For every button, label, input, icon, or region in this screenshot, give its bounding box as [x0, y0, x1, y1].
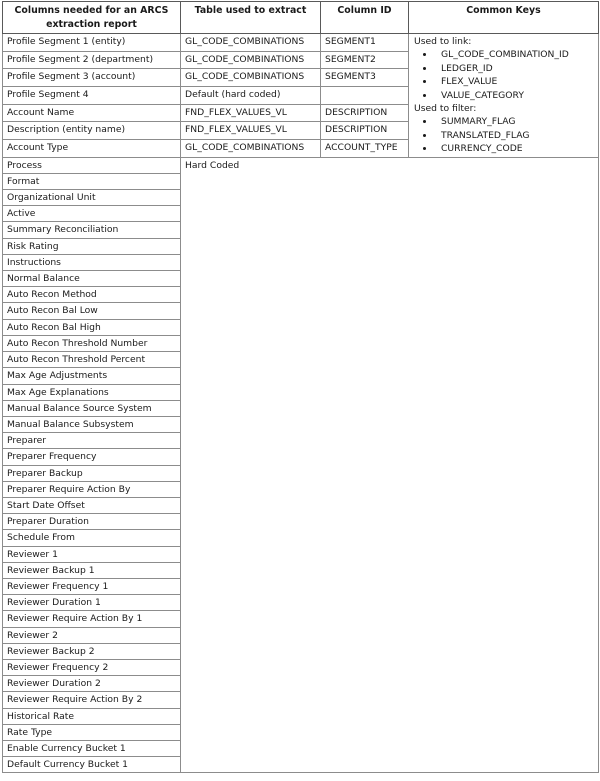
cell-column-name: Preparer Require Action By	[3, 481, 181, 497]
column-header-common-keys: Common Keys	[409, 2, 599, 34]
cell-column-id: SEGMENT3	[321, 69, 409, 87]
table-row	[3, 157, 599, 173]
table-header-row	[3, 2, 599, 34]
table-body	[3, 34, 599, 773]
column-header-table-used: Table used to extract	[181, 2, 321, 34]
cell-column-name: Start Date Offset	[3, 497, 181, 513]
cell-source-table: GL_CODE_COMBINATIONS	[181, 51, 321, 69]
cell-column-name: Auto Recon Bal High	[3, 319, 181, 335]
cell-column-name: Auto Recon Threshold Percent	[3, 352, 181, 368]
cell-column-name: Reviewer Frequency 2	[3, 659, 181, 675]
cell-column-name: Reviewer Require Action By 1	[3, 611, 181, 627]
cell-column-name: Default Currency Bucket 1	[3, 757, 181, 773]
link-key-item: • GL_CODE_COMBINATION_ID	[435, 48, 594, 61]
cell-source-table: Default (hard coded)	[181, 86, 321, 104]
cell-column-name: Historical Rate	[3, 708, 181, 724]
used-to-link-list	[413, 48, 594, 102]
cell-column-name: Schedule From	[3, 530, 181, 546]
common-keys-cell	[409, 34, 599, 158]
cell-source-table: GL_CODE_COMBINATIONS	[181, 34, 321, 52]
cell-column-id: DESCRIPTION	[321, 104, 409, 122]
cell-column-name: Reviewer Duration 2	[3, 676, 181, 692]
cell-column-name: Organizational Unit	[3, 190, 181, 206]
cell-column-name: Reviewer 2	[3, 627, 181, 643]
link-key-item: • FLEX_VALUE	[435, 75, 594, 88]
cell-column-name: Profile Segment 3 (account)	[3, 69, 181, 87]
column-header-column-id: Column ID	[321, 2, 409, 34]
cell-column-name: Process	[3, 157, 181, 173]
used-to-filter-list	[413, 115, 594, 155]
cell-column-name: Format	[3, 173, 181, 189]
cell-column-name: Reviewer Backup 1	[3, 562, 181, 578]
cell-column-id: SEGMENT2	[321, 51, 409, 69]
cell-column-name: Reviewer 1	[3, 546, 181, 562]
cell-column-name: Reviewer Frequency 1	[3, 578, 181, 594]
cell-column-name: Manual Balance Source System	[3, 400, 181, 416]
cell-column-name: Active	[3, 206, 181, 222]
cell-column-name: Auto Recon Threshold Number	[3, 335, 181, 351]
cell-column-id: DESCRIPTION	[321, 122, 409, 140]
filter-key-item: • SUMMARY_FLAG	[435, 115, 594, 128]
cell-column-id	[321, 86, 409, 104]
cell-source-table: GL_CODE_COMBINATIONS	[181, 139, 321, 157]
table-header	[3, 2, 599, 34]
table-row	[3, 34, 599, 52]
cell-column-name: Auto Recon Bal Low	[3, 303, 181, 319]
column-header-columns-needed: Columns needed for an ARCS extraction report	[3, 2, 181, 34]
cell-column-name: Normal Balance	[3, 271, 181, 287]
cell-column-name: Preparer	[3, 433, 181, 449]
cell-column-name: Reviewer Backup 2	[3, 643, 181, 659]
cell-column-name: Max Age Adjustments	[3, 368, 181, 384]
cell-column-name: Manual Balance Subsystem	[3, 416, 181, 432]
cell-column-name: Max Age Explanations	[3, 384, 181, 400]
cell-column-name: Preparer Frequency	[3, 449, 181, 465]
cell-column-name: Preparer Duration	[3, 514, 181, 530]
cell-column-id: ACCOUNT_TYPE	[321, 139, 409, 157]
cell-source-table: FND_FLEX_VALUES_VL	[181, 104, 321, 122]
filter-key-item: • TRANSLATED_FLAG	[435, 129, 594, 142]
cell-column-name: Enable Currency Bucket 1	[3, 740, 181, 756]
cell-column-name: Reviewer Require Action By 2	[3, 692, 181, 708]
cell-column-name: Instructions	[3, 254, 181, 270]
cell-column-name: Profile Segment 2 (department)	[3, 51, 181, 69]
cell-column-name: Summary Reconciliation	[3, 222, 181, 238]
cell-column-name: Rate Type	[3, 724, 181, 740]
cell-column-name: Profile Segment 4	[3, 86, 181, 104]
cell-column-name: Reviewer Duration 1	[3, 595, 181, 611]
cell-column-id: SEGMENT1	[321, 34, 409, 52]
cell-column-name: Auto Recon Method	[3, 287, 181, 303]
link-key-item: • VALUE_CATEGORY	[435, 89, 594, 102]
arcs-mapping-table	[2, 1, 599, 773]
cell-hard-coded: Hard Coded	[181, 157, 599, 773]
cell-column-name: Profile Segment 1 (entity)	[3, 34, 181, 52]
used-to-filter-label: Used to filter:	[414, 103, 477, 115]
cell-source-table: GL_CODE_COMBINATIONS	[181, 69, 321, 87]
cell-column-name: Preparer Backup	[3, 465, 181, 481]
cell-column-name: Account Type	[3, 139, 181, 157]
cell-source-table: FND_FLEX_VALUES_VL	[181, 122, 321, 140]
used-to-link-label: Used to link:	[414, 36, 472, 47]
link-key-item: • LEDGER_ID	[435, 62, 594, 75]
filter-key-item: • CURRENCY_CODE	[435, 142, 594, 155]
cell-column-name: Risk Rating	[3, 238, 181, 254]
cell-column-name: Account Name	[3, 104, 181, 122]
cell-column-name: Description (entity name)	[3, 122, 181, 140]
